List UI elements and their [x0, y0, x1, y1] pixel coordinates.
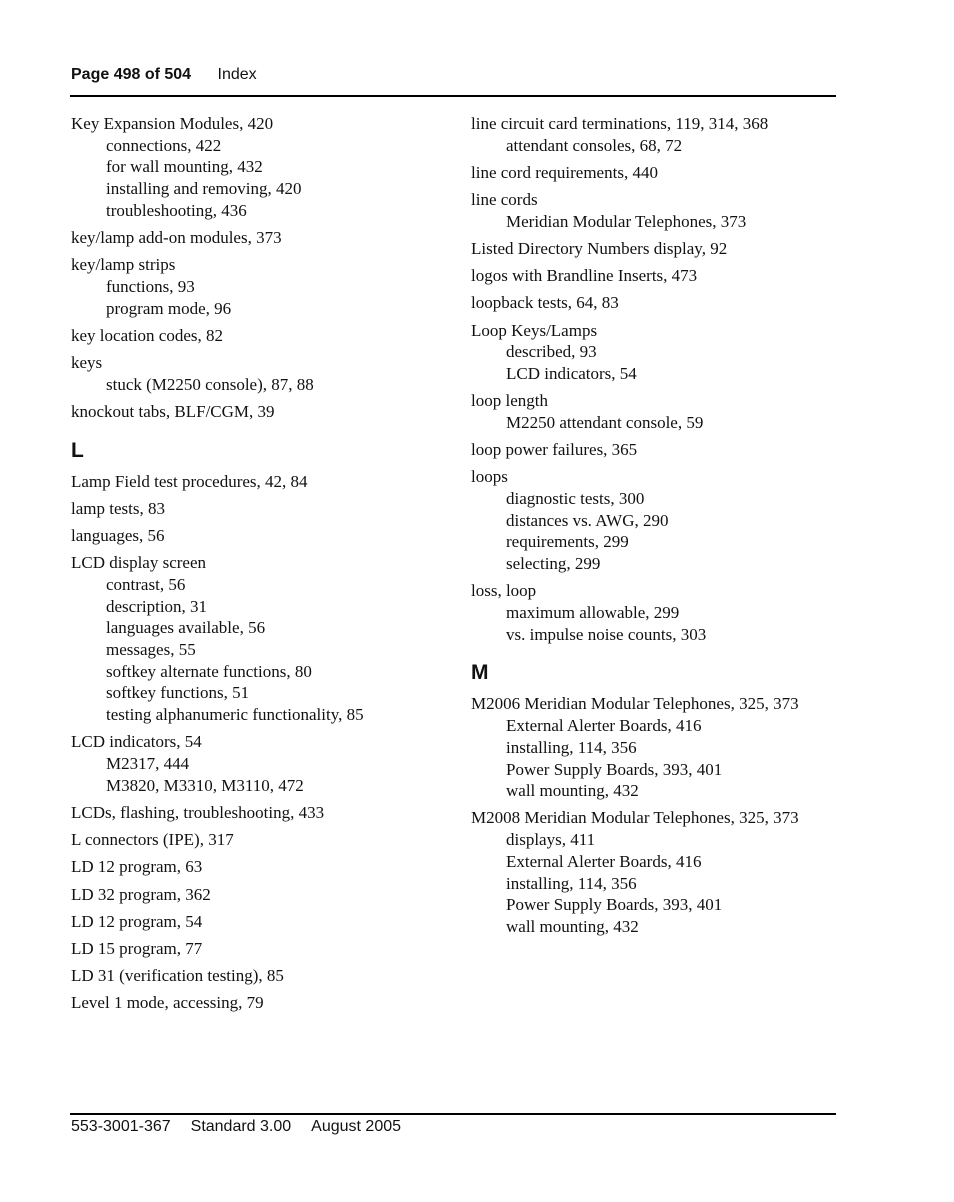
index-entry: [71, 802, 451, 824]
index-entry: [471, 265, 851, 287]
index-entry: [71, 471, 451, 493]
index-subentry: troubleshooting, 436: [106, 200, 247, 220]
index-subentry: attendant consoles, 68, 72: [506, 135, 683, 155]
index-term: lamp tests, 83: [71, 498, 165, 518]
index-subentry: softkey alternate functions, 80: [106, 661, 312, 681]
index-entry: [471, 693, 851, 802]
standard-version: Standard 3.00: [190, 1118, 292, 1135]
index-subentry: wall mounting, 432: [506, 781, 639, 801]
index-entry: [71, 992, 451, 1014]
index-term: Lamp Field test procedures, 42, 84: [71, 471, 308, 491]
index-entry: [71, 829, 451, 851]
index-subentry: vs. impulse noise counts, 303: [506, 624, 707, 644]
index-subentry: requirements, 299: [506, 532, 629, 552]
publication-date: August 2005: [311, 1118, 402, 1135]
index-term: keys: [71, 353, 103, 373]
index-term: L connectors (IPE), 317: [71, 830, 234, 850]
index-term: languages, 56: [71, 526, 165, 546]
index-term: Level 1 mode, accessing, 79: [71, 993, 264, 1013]
index-entry: [71, 856, 451, 878]
index-subentry: maximum allowable, 299: [506, 603, 680, 623]
index-entry: [71, 325, 451, 347]
page-number: Page 498 of 504: [71, 66, 192, 83]
index-term: key/lamp strips: [71, 255, 176, 275]
index-term: LD 12 program, 54: [71, 911, 203, 931]
index-term: line circuit card terminations, 119, 314, 368: [471, 114, 769, 133]
index-term: loopback tests, 64, 83: [471, 293, 619, 313]
index-term: line cord requirements, 440: [471, 162, 658, 182]
index-term: LD 15 program, 77: [71, 939, 203, 958]
index-entry: [71, 498, 451, 520]
index-subentry: M2317, 444: [106, 754, 190, 774]
index-term: logos with Brandline Inserts, 473: [471, 266, 698, 286]
index-entry: [71, 401, 451, 423]
index-subentry: LCD indicators, 54: [506, 364, 637, 384]
index-term: LCD indicators, 54: [71, 732, 202, 752]
index-subentry: M2250 attendant console, 59: [506, 412, 704, 432]
index-term: Key Expansion Modules, 420: [71, 114, 274, 133]
index-subentry: External Alerter Boards, 416: [506, 851, 702, 871]
index-entry: [71, 911, 451, 933]
index-term: Loop Keys/Lamps: [471, 320, 598, 340]
index-term: loop power failures, 365: [471, 440, 638, 460]
index-term: M2006 Meridian Modular Telephones, 325, 373: [471, 694, 799, 714]
index-subentry: Power Supply Boards, 393, 401: [506, 759, 723, 779]
index-subentry: description, 31: [106, 596, 208, 616]
header-rule: [70, 95, 836, 97]
index-subentry: languages available, 56: [106, 618, 266, 638]
index-entry: [471, 292, 851, 314]
index-entry: [471, 807, 851, 937]
index-term: LD 32 program, 362: [71, 884, 211, 904]
index-entry: [71, 938, 451, 960]
section-letter: M: [471, 661, 489, 685]
index-subentry: M3820, M3310, M3110, 472: [106, 775, 304, 795]
index-subentry: described, 93: [506, 342, 597, 362]
index-entry: [71, 227, 451, 249]
index-entry: [71, 731, 451, 796]
index-entry: [71, 352, 451, 395]
index-term: LCDs, flashing, troubleshooting, 433: [71, 802, 325, 822]
section-letter: L: [71, 438, 84, 462]
index-entry: [471, 466, 851, 575]
index-subentry: connections, 422: [106, 135, 222, 155]
index-entry: [471, 320, 851, 385]
index-term: LD 31 (verification testing), 85: [71, 966, 284, 986]
index-entry: [471, 162, 851, 184]
index-term: key location codes, 82: [71, 325, 224, 345]
index-subentry: messages, 55: [106, 640, 196, 660]
index-subentry: for wall mounting, 432: [106, 157, 263, 177]
index-entry: [471, 439, 851, 461]
index-subentry: program mode, 96: [106, 298, 232, 318]
index-subentry: External Alerter Boards, 416: [506, 716, 702, 736]
index-subentry: displays, 411: [506, 830, 596, 850]
index-entry: [471, 238, 851, 260]
index-term: LD 12 program, 63: [71, 857, 203, 877]
index-subentry: installing, 114, 356: [506, 737, 637, 757]
index-term: line cords: [471, 190, 538, 210]
page-header: [71, 66, 257, 84]
index-subentry: functions, 93: [106, 276, 195, 296]
index-term: LCD display screen: [71, 553, 207, 573]
index-subentry: installing, 114, 356: [506, 873, 637, 893]
index-term: loop length: [471, 391, 548, 411]
index-column-left: [71, 113, 451, 1020]
footer-rule: [70, 1113, 836, 1115]
doc-number: 553-3001-367: [71, 1118, 171, 1135]
index-subentry: contrast, 56: [106, 574, 186, 594]
section-title: Index: [217, 66, 257, 83]
index-term: loss, loop: [471, 581, 537, 601]
index-entry: [71, 254, 451, 319]
index-subentry: wall mounting, 432: [506, 917, 639, 936]
index-subentry: softkey functions, 51: [106, 683, 250, 703]
index-subentry: testing alphanumeric functionality, 85: [106, 705, 364, 725]
index-term: M2008 Meridian Modular Telephones, 325, 373: [471, 808, 799, 828]
index-subentry: installing and removing, 420: [106, 179, 302, 199]
index-entry: [71, 113, 451, 222]
index-column-right: [471, 113, 851, 943]
index-term: loops: [471, 467, 508, 487]
index-subentry: Meridian Modular Telephones, 373: [506, 211, 747, 231]
index-entry: [471, 189, 851, 232]
index-entry: [471, 580, 851, 645]
index-entry: [71, 525, 451, 547]
index-subentry: distances vs. AWG, 290: [506, 510, 669, 530]
index-subentry: stuck (M2250 console), 87, 88: [106, 374, 314, 394]
index-subentry: Power Supply Boards, 393, 401: [506, 895, 723, 915]
index-entry: [471, 390, 851, 433]
index-term: Listed Directory Numbers display, 92: [471, 239, 728, 259]
index-entry: [71, 965, 451, 987]
index-subentry: diagnostic tests, 300: [506, 489, 645, 509]
index-term: key/lamp add-on modules, 373: [71, 228, 282, 248]
index-entry: [71, 552, 451, 726]
page-footer: [71, 1118, 401, 1136]
index-subentry: selecting, 299: [506, 554, 601, 574]
index-term: knockout tabs, BLF/CGM, 39: [71, 401, 275, 421]
index-entry: [71, 884, 451, 906]
index-entry: [471, 113, 851, 156]
